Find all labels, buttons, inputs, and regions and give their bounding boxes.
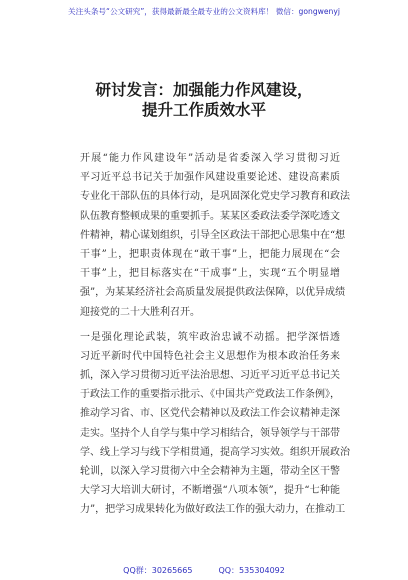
text-line: 迎接党的二十大胜利召开。	[80, 306, 200, 318]
text-line: 力”，把学习成果转化为做好政法工作的强大动力，在推动工	[80, 504, 346, 516]
text-line: 干事”上，把职责体现在“敢干事”上，把能力展现在“会	[80, 248, 340, 260]
text-line: 一是强化理论武装，筑牢政治忠诚不动摇。把学深悟透	[80, 331, 340, 343]
text-line: 走实。坚持个人自学与集中学习相结合，领导领学与干部带	[80, 427, 340, 439]
document-title-line-1: 研讨发言：加强能力作风建设，	[95, 81, 313, 99]
footer-contact-note	[0, 565, 408, 576]
text-line: 抓，深入学习贯彻习近平法治思想、习近平习近平总书记关	[80, 370, 340, 382]
paragraph-1	[80, 149, 350, 322]
text-line: 习近平新时代中国特色社会主义思想作为根本政治任务来	[80, 350, 340, 362]
text-line: 强”，为某某经济社会高质量发展提供政法保障，以优异成绩	[80, 287, 346, 299]
text-line: 队伍教育整顿成果的重要抓手。某某区委政法委学深吃透文	[80, 210, 340, 222]
text-line: 干事”上，把目标落实在“干成事”上，实现“五个明显增	[80, 268, 340, 280]
text-line: 推动学习省、市、区党代会精神以及政法工作会议精神走深	[80, 408, 340, 420]
text-line: 于政法工作的重要指示批示、《中国共产党政法工作条例》，	[80, 389, 340, 401]
text-line: 件精神，精心谋划组织，引导全区政法干部把心思集中在“想	[80, 229, 346, 241]
footer-qq-group: QQ群：30265665	[123, 566, 193, 575]
footer-qq-number: QQ：535304092	[218, 566, 285, 575]
text-line: 开展“能力作风建设年”活动是省委深入学习贯彻习近	[80, 153, 340, 164]
text-line: 轮训，以深入学习贯彻六中全会精神为主题，带动全区干警	[80, 466, 340, 477]
text-line: 平习近平总书记关于加强作风建设重要论述、建设高素质	[80, 172, 340, 184]
text-line: 学、线上学习与线下学相贯通，提高学习实效。组织开展政治	[80, 446, 350, 458]
document-body	[80, 149, 350, 520]
text-line: 大学习大培训大研讨，不断增强“八项本领”，提升“七种能	[80, 485, 340, 497]
text-line: 专业化干部队伍的具体行动，是巩固深化党史学习教育和政法	[80, 191, 350, 203]
header-promo-note: 关注头条号“公文研究”，获得最新最全最专业的公文资料库！ 微信：gongwenyj	[68, 7, 340, 16]
document-title-line-2: 提升工作质效水平	[141, 101, 266, 119]
paragraph-2	[80, 328, 350, 520]
